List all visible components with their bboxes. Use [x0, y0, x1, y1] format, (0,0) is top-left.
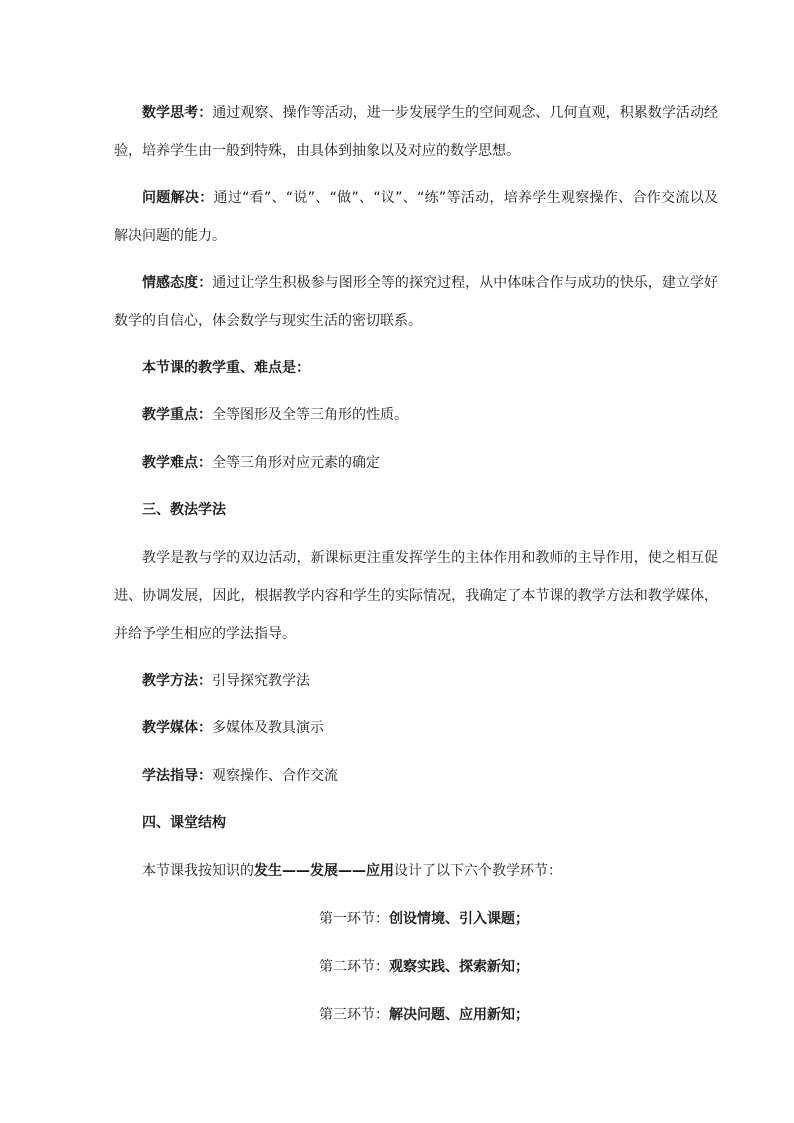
- step-prefix: 第三环节：: [319, 1007, 389, 1023]
- methods-intro: 教学是教与学的双边活动，新课标更注重发挥学生的主体作用和教师的主导作用，使之相互促进、协调发展，因此，根据教学内容和学生的实际情况，我确定了本节课的教学方法和教学媒体，并给予学生相应的学法指导。: [114, 550, 718, 642]
- teaching-method: [114, 662, 718, 700]
- method-text: 引导探究教学法: [212, 673, 310, 689]
- teaching-focus: [114, 396, 718, 434]
- study-guidance: [114, 757, 718, 795]
- step-item: [114, 996, 718, 1034]
- method-label: 教学方法：: [142, 673, 212, 689]
- objective-text: 通过观察、操作等活动，进一步发展学生的空间观念、几何直观，积累数学活动经验，培养学生由一般到特殊，由具体到抽象以及对应的数学思想。: [114, 105, 718, 159]
- teaching-media: [114, 709, 718, 747]
- step-prefix: 第二环节：: [319, 959, 389, 975]
- step-title: 观察实践、探索新知；: [389, 959, 529, 975]
- intro-bold: 发生——发展——应用: [254, 863, 394, 879]
- objective-label: 数学思考：: [142, 105, 213, 121]
- objective-math-thinking: [114, 94, 718, 170]
- study-text: 观察操作、合作交流: [212, 768, 338, 784]
- objective-label: 问题解决：: [142, 190, 214, 206]
- difficulty-text: 全等三角形对应元素的确定: [212, 455, 380, 471]
- difficulty-label: 教学难点：: [142, 455, 212, 471]
- step-prefix: 第一环节：: [319, 911, 389, 927]
- step-title: 解决问题、应用新知；: [389, 1007, 529, 1023]
- objective-problem-solving: [114, 179, 718, 255]
- focus-text: 全等图形及全等三角形的性质。: [212, 407, 408, 423]
- step-title: 创设情境、引入课题；: [389, 911, 529, 927]
- step-item: [114, 948, 718, 986]
- media-label: 教学媒体：: [142, 720, 212, 736]
- intro-before: 本节课我按知识的: [142, 863, 254, 879]
- focus-label: 教学重点：: [142, 407, 212, 423]
- step-item: [114, 900, 718, 938]
- intro-after: 设计了以下六个教学环节：: [394, 863, 562, 879]
- objective-text: 通过“看”、“说”、“做”、“议”、“练”等活动，培养学生观察操作、合作交流以及解决问题的能力。: [114, 190, 718, 244]
- objective-label: 情感态度：: [142, 275, 213, 291]
- media-text: 多媒体及教具演示: [212, 720, 324, 736]
- section-heading-methods: 三、教法学法: [142, 502, 226, 518]
- structure-intro: [114, 852, 718, 890]
- study-label: 学法指导：: [142, 768, 212, 784]
- section-heading-structure: 四、课堂结构: [142, 815, 226, 831]
- teaching-difficulty: [114, 444, 718, 482]
- key-points-heading: 本节课的教学重、难点是：: [142, 360, 310, 376]
- objective-text: 通过让学生积极参与图形全等的探究过程，从中体味合作与成功的快乐，建立学好数学的自信心，体会数学与现实生活的密切联系。: [114, 275, 718, 329]
- objective-attitude: [114, 264, 718, 340]
